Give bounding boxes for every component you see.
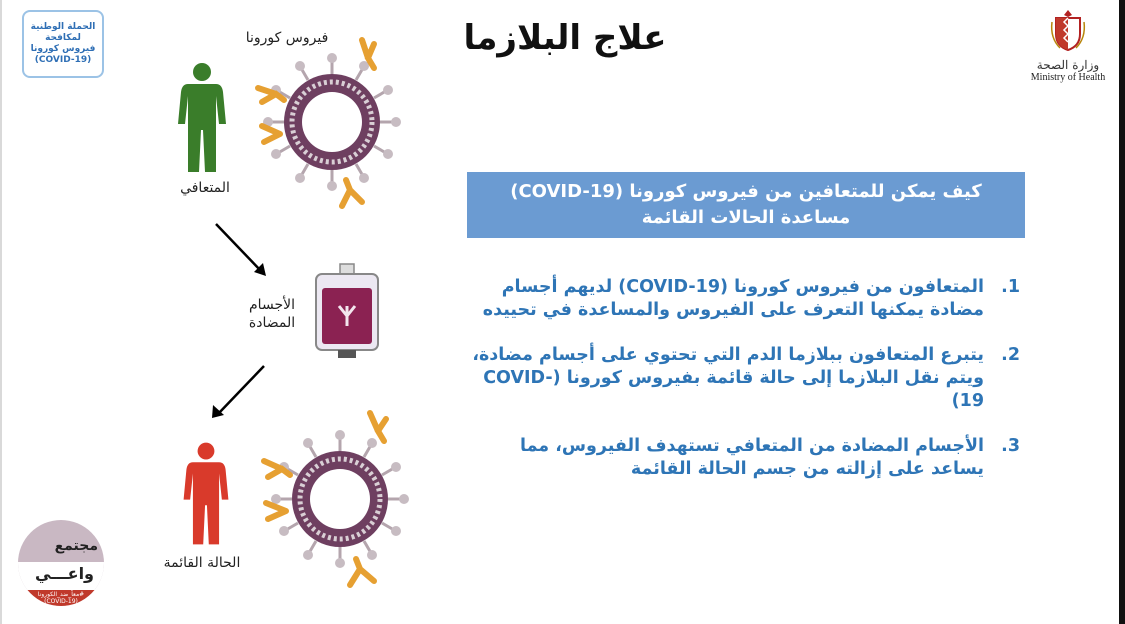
point-number: 2. bbox=[1001, 345, 1020, 365]
list-item bbox=[470, 344, 1020, 413]
question-banner bbox=[467, 172, 1025, 238]
community-logo bbox=[18, 520, 104, 606]
emblem-icon bbox=[1048, 8, 1088, 52]
community-line-3: #معاً_ضد_الكورونا bbox=[37, 591, 85, 598]
point-number: 3. bbox=[1001, 436, 1020, 456]
arrow-down-right-icon bbox=[210, 218, 272, 282]
virus-icon bbox=[250, 30, 410, 210]
point-text: الأجسام المضادة من المتعافي تستهدف الفيروس، مما يساعد على إزالته من جسم الحالة القائمة bbox=[520, 436, 984, 479]
antibodies-label bbox=[240, 296, 304, 332]
community-tagline bbox=[18, 591, 104, 605]
left-edge bbox=[0, 0, 2, 624]
community-line-2: واعـــي bbox=[35, 564, 94, 583]
patient-person-icon bbox=[178, 438, 234, 550]
point-number: 1. bbox=[1001, 277, 1020, 297]
campaign-badge bbox=[22, 10, 104, 78]
list-item bbox=[470, 276, 1020, 322]
page-title: علاج البلازما bbox=[463, 18, 667, 58]
point-text: المتعافون من فيروس كورونا (COVID-19) لديهم أجسام مضادة يمكنها التعرف على الفيروس والمساعدة في تحييده bbox=[482, 277, 984, 320]
virus-antibodies-icon bbox=[258, 405, 418, 590]
points-list bbox=[470, 276, 1020, 503]
campaign-line-1: الحملة الوطنية bbox=[30, 22, 96, 32]
list-item bbox=[470, 435, 1020, 481]
point-text: يتبرع المتعافون ببلازما الدم التي تحتوي على أجسام مضادة، ويتم نقل البلازما إلى حالة قائمة بفيروس كورونا (COVID-19) bbox=[472, 345, 984, 411]
question-line-2: مساعدة الحالات القائمة bbox=[641, 207, 851, 228]
recovered-person-icon bbox=[172, 62, 232, 174]
ministry-english-name: Ministry of Health bbox=[1030, 72, 1106, 83]
question-line-1: كيف يمكن للمتعافين من فيروس كورونا (COVID-19) bbox=[510, 181, 982, 202]
ministry-logo bbox=[1027, 8, 1109, 83]
right-edge bbox=[1119, 0, 1125, 624]
antibodies-label-line-2: المضادة bbox=[248, 315, 296, 331]
campaign-line-4: (COVID-19) bbox=[34, 55, 92, 65]
community-line-1: مجتمع bbox=[54, 538, 98, 554]
community-line-4: (COVID-19) bbox=[44, 598, 78, 605]
recovered-label: المتعافي bbox=[180, 180, 230, 196]
antibodies-label-line-1: الأجسام bbox=[249, 297, 295, 313]
ministry-arabic-name: وزارة الصحة bbox=[1036, 58, 1100, 72]
patient-label: الحالة القائمة bbox=[163, 555, 241, 571]
plasma-bag-icon bbox=[310, 262, 384, 362]
campaign-line-2: لمكافحة bbox=[45, 33, 81, 43]
campaign-line-3: فيروس كورونا bbox=[30, 44, 96, 54]
virus-label: فيروس كورونا bbox=[245, 30, 329, 46]
